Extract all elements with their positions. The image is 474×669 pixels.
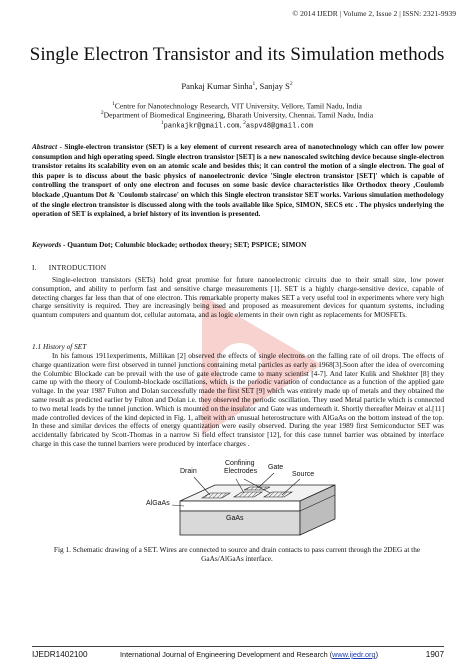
author-1: Pankaj Kumar Sinha (181, 81, 253, 91)
email-2-marker: 2 (243, 120, 246, 126)
author-2: Sanjay S (259, 81, 290, 91)
section-heading (32, 263, 106, 272)
footer-divider (32, 646, 444, 647)
abstract-label: Abstract (32, 142, 58, 151)
author-2-marker: 2 (289, 81, 293, 88)
email-2[interactable]: aspv48@gmail.com (245, 122, 314, 131)
keywords-text: - Quantum Dot; Columbic blockade; orthodox theory; SET; PSPICE; SIMON (61, 240, 307, 249)
journal-name-close: ) (375, 650, 378, 659)
page-number: 1907 (425, 650, 444, 659)
intro-paragraph: Single-electron transistors (SETs) hold great promise for future nanoelectronic circuits due to their small size, low power consumption, and ability to perform fast and sensitive charge measurements [1]. SET is a highly charge-sensitive device, capable of detecting charges far less than that of one electron. This remarkable property makes SET a very useful tool in experiments where very high charge sensitivity is required. They are increasingly being used and proposed as measurement devices for quantum systems, including quantum computers and quantum dot, cellular automata, and as logic elements in their own right as replacements for MOSFETs. (32, 275, 444, 320)
section-title: INTRODUCTION (48, 263, 107, 272)
label-electrodes: Electrodes (224, 468, 258, 475)
keywords (32, 240, 444, 250)
email-1[interactable]: pankajkr@gmail.com (163, 122, 240, 131)
affiliation-1-text: Centre for Nanotechnology Research, VIT University, Vellore, Tamil Nadu, India (114, 101, 362, 111)
affiliation-1-marker: 1 (112, 101, 115, 107)
label-gaas: GaAs (226, 515, 244, 522)
paper-title: Single Electron Transistor and its Simulation methods (29, 44, 445, 65)
history-paragraph: In his famous 1911experiments, Millikan [2] observed the effects of single electrons on the falling rate of oil drops. The effects of charge quantization were first observed in tunnel junctions containing metal particles as early as 1968[3].Soon after the idea of overcoming the Columbic Blockade can be prevail with the use of gate electrode came to many scientist [4-7]. And later Kulik and Shekhter [8] they came up with the theory of Coulomb-blockade oscillations, which is the periodic variation of conductance as a function of the applied gate voltage. In the year 1987 Fulton and Dolan successfully made the first SET [9] which was entirely made up of metals and they obtained the same result as predicted earlier by Fulton and Dolan i.e. they observed the periodic oscillation. They used Metal particle which is connected to two metal leads by the tunnel junction. Which is mounted on the insulator and Gate was underneath it. Shortly thereafter Meirav et al.[11] made controlled devices of the kind depicted in Fig. 1, albeit with an unusual heterostructure with AlGaAs on the bottom instead of the top. In these and similar devices the effects of energy quantization were easily observed. During the year 1989 first Semiconductor SET was accidentally fabricated by Scott-Thomas in a narrow Si field effect transistor [12], for this case tunnel barrier was obtained by interface charge in this case the tunnel barriers were produced by interface charges . (32, 351, 444, 448)
abstract (32, 142, 444, 219)
email-line (0, 119, 474, 132)
email-separator: , (239, 120, 244, 130)
email-1-marker: 1 (160, 120, 164, 126)
keywords-label: Keywords (32, 240, 62, 249)
journal-info: © 2014 IJEDR | Volume 2, Issue 2 | ISSN: 2321-9939 (292, 9, 456, 18)
author-1-marker: 1 (252, 81, 256, 88)
author-line (0, 81, 474, 91)
set-schematic-figure (146, 460, 350, 543)
set-schematic-drawing (150, 463, 350, 543)
figure-caption: Fig 1. Schematic drawing of a SET. Wires are connected to source and drain contacts to pass current through the 2DEG at the GaAs/AlGaAs interface. (53, 545, 421, 563)
label-algaas: AlGaAs (146, 500, 170, 507)
author-separator: , (255, 81, 260, 91)
section-number: I. (32, 263, 37, 272)
subsection-heading: 1.1 History of SET (32, 342, 87, 351)
journal-link[interactable]: www.ijedr.org (332, 650, 376, 659)
label-gate: Gate (268, 464, 284, 471)
abstract-text: - Single-electron transistor (SET) is a key element of current research area of nanotechnology which can offer low power consumption and high operating speed. Single electron transistor [SET] is a new nanoscaled switching device because single-electron transistor retains its scalability even on an atomic scale and besides this; it can control the motion of a single electron. The goal of this paper is to discuss about the basic physics of nanoelectronic device 'Single electron transistor [SET]' which is capable of controlling the transport of only one electron and focuses on some basic device characteristics like Orthodox theory ,Coulomb blockade ,Quantum Dot & 'Coulomb staircase' on which this Single electron transistor SET works. Various simulation methodology of the single electron transistor is discussed along with the tools available like Spice, SIMON, SECS etc . The physics underlying the operation of SET is explained, a brief history of its invention is presented. (32, 142, 444, 219)
affiliation-2 (0, 109, 474, 120)
label-source: Source (292, 471, 315, 478)
label-drain: Drain (180, 468, 197, 475)
paper-id: IJEDR1402100 (32, 650, 88, 659)
journal-name: International Journal of Engineering Development and Research ( (120, 650, 333, 659)
affiliation-2-marker: 2 (100, 110, 104, 116)
journal-footer (120, 650, 378, 659)
affiliation-2-text: Department of Biomedical Engineering, Bharath University, Chennai, Tamil Nadu, India (103, 110, 374, 120)
label-confining: Confining (225, 460, 255, 467)
